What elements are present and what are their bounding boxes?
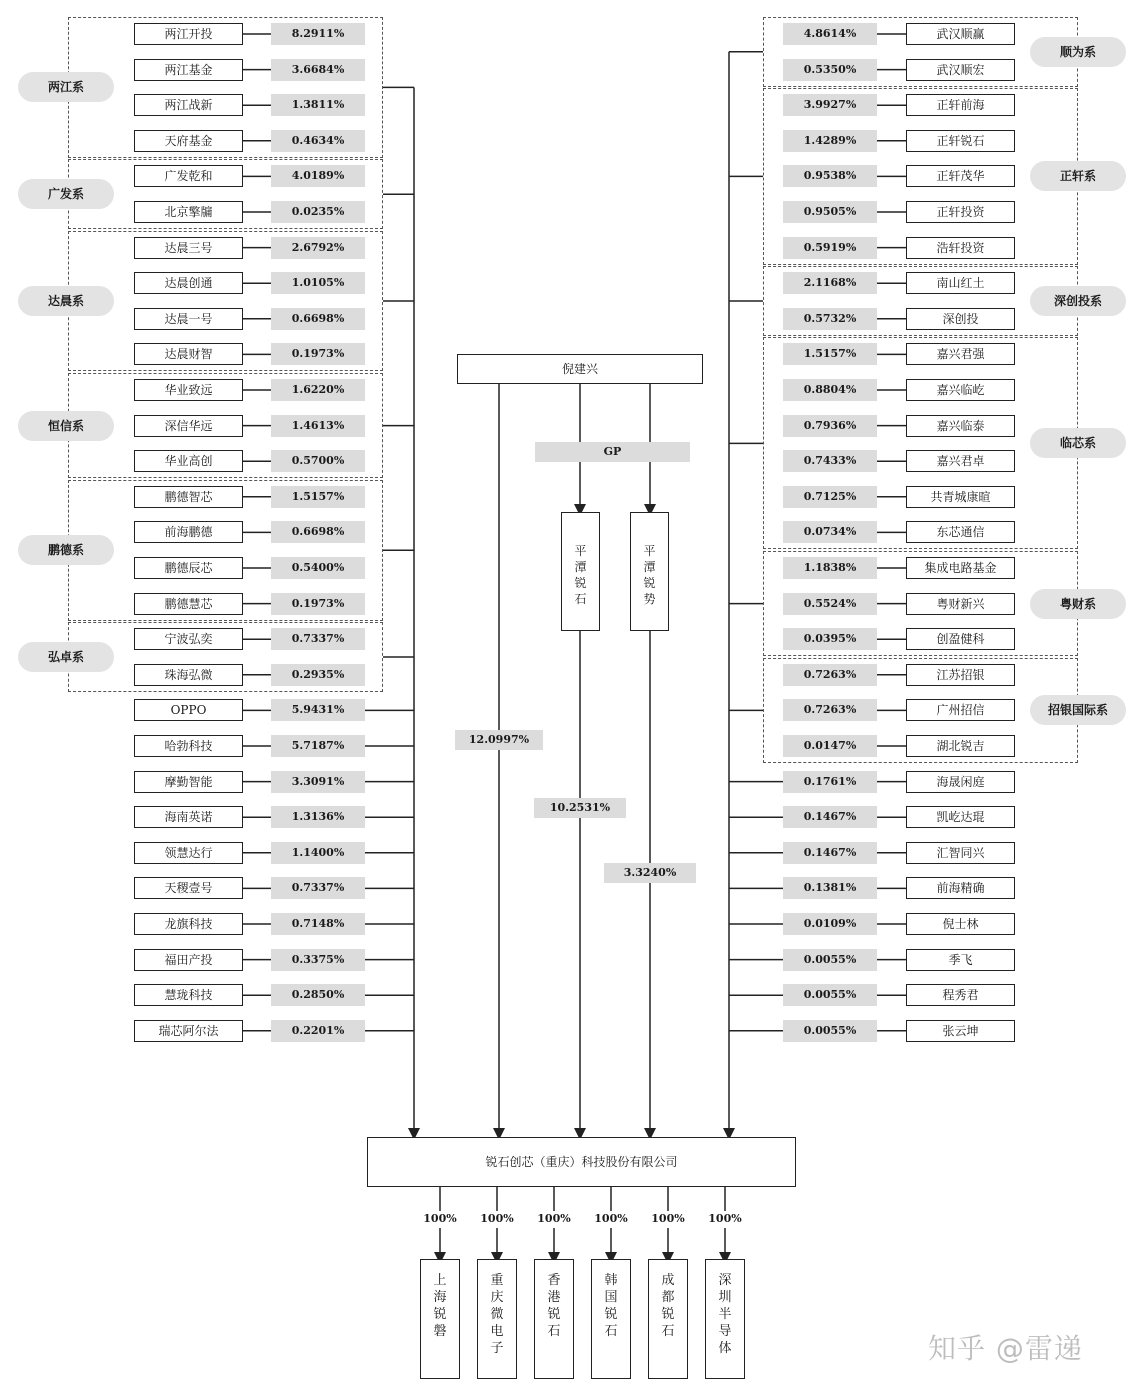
watermark: 知乎 @雷递 <box>928 1332 1083 1365</box>
shareholding-pct: 1.0105% <box>271 272 365 294</box>
group-border-0 <box>68 17 383 158</box>
shareholding-pct: 1.3811% <box>271 94 365 116</box>
shareholding-pct: 0.6698% <box>271 308 365 330</box>
group-border-3 <box>68 373 383 478</box>
entity-box: 平 潭 锐 势 <box>630 512 669 631</box>
shareholder-name: 创盈健科 <box>906 628 1015 650</box>
shareholder-name: 嘉兴临泰 <box>906 415 1015 437</box>
shareholder-name: 达晨创通 <box>134 272 243 294</box>
shareholding-pct: 0.2850% <box>271 984 365 1006</box>
shareholding-pct: 0.9505% <box>783 201 877 223</box>
shareholder-name: 鹏德慧芯 <box>134 593 243 615</box>
shareholding-pct: 0.2935% <box>271 664 365 686</box>
pct-entity2: 3.3240% <box>604 863 696 883</box>
shareholder-name: 达晨三号 <box>134 237 243 259</box>
shareholding-pct: 0.0055% <box>783 1020 877 1042</box>
shareholding-pct: 1.1838% <box>783 557 877 579</box>
shareholding-pct: 1.1400% <box>271 842 365 864</box>
shareholding-pct: 0.1973% <box>271 593 365 615</box>
shareholding-pct: 0.1467% <box>783 806 877 828</box>
shareholder-name: 嘉兴君强 <box>906 343 1015 365</box>
shareholder-name: 浩轩投资 <box>906 237 1015 259</box>
shareholder-name: 哈勃科技 <box>134 735 243 757</box>
shareholder-name: 嘉兴君卓 <box>906 450 1015 472</box>
group-border-2 <box>68 231 383 372</box>
shareholder-name: 广州招信 <box>906 699 1015 721</box>
subsidiary-box: 重 庆 微 电 子 <box>477 1259 517 1379</box>
shareholding-pct: 0.0235% <box>271 201 365 223</box>
shareholding-pct: 1.6220% <box>271 379 365 401</box>
shareholding-pct: 0.7263% <box>783 664 877 686</box>
subsidiary-pct: 100% <box>708 1212 742 1225</box>
subsidiary-box: 香 港 锐 石 <box>534 1259 574 1379</box>
shareholding-pct: 0.1761% <box>783 771 877 793</box>
shareholder-name: 华业高创 <box>134 450 243 472</box>
shareholding-pct: 0.0734% <box>783 521 877 543</box>
shareholder-name: 鹏德智芯 <box>134 486 243 508</box>
shareholding-pct: 0.7433% <box>783 450 877 472</box>
shareholder-name: 南山红土 <box>906 272 1015 294</box>
shareholding-pct: 1.5157% <box>271 486 365 508</box>
group-label: 弘卓系 <box>18 642 114 672</box>
shareholding-pct: 0.7263% <box>783 699 877 721</box>
group-label: 恒信系 <box>18 411 114 441</box>
group-label: 鹏德系 <box>18 535 114 565</box>
shareholding-pct: 0.4634% <box>271 130 365 152</box>
entity-box: 平 潭 锐 石 <box>561 512 600 631</box>
group-label: 粤财系 <box>1030 589 1126 619</box>
shareholding-pct: 0.2201% <box>271 1020 365 1042</box>
shareholder-name: 达晨一号 <box>134 308 243 330</box>
shareholder-name: OPPO <box>134 699 243 721</box>
shareholder-name: 慧珑科技 <box>134 984 243 1006</box>
pct-entity1: 10.2531% <box>534 798 626 818</box>
shareholder-name: 达晨财智 <box>134 343 243 365</box>
shareholder-name: 共青城康暄 <box>906 486 1015 508</box>
group-label: 顺为系 <box>1030 37 1126 67</box>
subsidiary-pct: 100% <box>423 1212 457 1225</box>
shareholder-name: 瑞芯阿尔法 <box>134 1020 243 1042</box>
shareholder-name: 正轩投资 <box>906 201 1015 223</box>
gp-label: GP <box>535 442 690 462</box>
shareholder-name: 正轩前海 <box>906 94 1015 116</box>
shareholder-name: 程秀君 <box>906 984 1015 1006</box>
shareholder-name: 正轩茂华 <box>906 165 1015 187</box>
shareholding-pct: 0.1381% <box>783 877 877 899</box>
shareholder-name: 福田产投 <box>134 949 243 971</box>
group-label: 招银国际系 <box>1030 695 1126 725</box>
group-label: 深创投系 <box>1030 286 1126 316</box>
shareholder-name: 宁波弘奕 <box>134 628 243 650</box>
subsidiary-box: 上 海 锐 磐 <box>420 1259 460 1379</box>
pct-direct: 12.0997% <box>455 730 543 750</box>
shareholder-name: 广发乾和 <box>134 165 243 187</box>
shareholder-name: 深创投 <box>906 308 1015 330</box>
shareholding-pct: 0.7148% <box>271 913 365 935</box>
shareholding-pct: 0.3375% <box>271 949 365 971</box>
shareholding-pct: 0.5700% <box>271 450 365 472</box>
shareholding-pct: 0.1467% <box>783 842 877 864</box>
shareholding-pct: 4.8614% <box>783 23 877 45</box>
shareholding-pct: 3.9927% <box>783 94 877 116</box>
shareholder-name: 天稷壹号 <box>134 877 243 899</box>
shareholding-pct: 0.0395% <box>783 628 877 650</box>
shareholding-pct: 0.7337% <box>271 628 365 650</box>
company-box: 锐石创芯（重庆）科技股份有限公司 <box>367 1137 796 1187</box>
shareholder-name: 前海鹏德 <box>134 521 243 543</box>
subsidiary-box: 成 都 锐 石 <box>648 1259 688 1379</box>
group-border-5 <box>68 622 383 692</box>
shareholding-pct: 0.0055% <box>783 984 877 1006</box>
shareholder-name: 鹏德辰芯 <box>134 557 243 579</box>
shareholding-pct: 1.4289% <box>783 130 877 152</box>
shareholder-name: 两江战新 <box>134 94 243 116</box>
shareholder-name: 嘉兴临屹 <box>906 379 1015 401</box>
shareholder-name: 凯屹达琨 <box>906 806 1015 828</box>
shareholding-pct: 8.2911% <box>271 23 365 45</box>
shareholding-pct: 0.5919% <box>783 237 877 259</box>
shareholding-pct: 0.5400% <box>271 557 365 579</box>
group-label: 正轩系 <box>1030 161 1126 191</box>
shareholding-pct: 0.0055% <box>783 949 877 971</box>
shareholder-name: 东芯通信 <box>906 521 1015 543</box>
group-label: 临芯系 <box>1030 428 1126 458</box>
shareholding-pct: 3.6684% <box>271 59 365 81</box>
shareholder-name: 武汉顺赢 <box>906 23 1015 45</box>
subsidiary-pct: 100% <box>480 1212 514 1225</box>
shareholding-pct: 2.1168% <box>783 272 877 294</box>
shareholding-pct: 1.4613% <box>271 415 365 437</box>
subsidiary-pct: 100% <box>594 1212 628 1225</box>
shareholding-pct: 5.9431% <box>271 699 365 721</box>
subsidiary-box: 深 圳 半 导 体 <box>705 1259 745 1379</box>
shareholder-name: 北京擎牖 <box>134 201 243 223</box>
controller-box: 倪建兴 <box>457 354 703 384</box>
subsidiary-pct: 100% <box>537 1212 571 1225</box>
shareholder-name: 前海精确 <box>906 877 1015 899</box>
shareholding-pct: 5.7187% <box>271 735 365 757</box>
subsidiary-pct: 100% <box>651 1212 685 1225</box>
shareholder-name: 倪士林 <box>906 913 1015 935</box>
shareholder-name: 摩勤智能 <box>134 771 243 793</box>
shareholding-pct: 2.6792% <box>271 237 365 259</box>
shareholder-name: 两江开投 <box>134 23 243 45</box>
group-label: 达晨系 <box>18 286 114 316</box>
shareholder-name: 海南英诺 <box>134 806 243 828</box>
shareholding-pct: 1.5157% <box>783 343 877 365</box>
shareholder-name: 张云坤 <box>906 1020 1015 1042</box>
shareholding-pct: 0.5732% <box>783 308 877 330</box>
shareholder-name: 天府基金 <box>134 130 243 152</box>
shareholder-name: 集成电路基金 <box>906 557 1015 579</box>
shareholder-name: 珠海弘微 <box>134 664 243 686</box>
group-border-1 <box>68 159 383 229</box>
shareholder-name: 季飞 <box>906 949 1015 971</box>
shareholding-pct: 1.3136% <box>271 806 365 828</box>
shareholding-pct: 0.8804% <box>783 379 877 401</box>
shareholding-pct: 4.0189% <box>271 165 365 187</box>
shareholding-pct: 0.0109% <box>783 913 877 935</box>
shareholding-pct: 0.0147% <box>783 735 877 757</box>
group-label: 广发系 <box>18 179 114 209</box>
shareholder-name: 华业致远 <box>134 379 243 401</box>
shareholder-name: 龙旗科技 <box>134 913 243 935</box>
shareholding-pct: 3.3091% <box>271 771 365 793</box>
shareholder-name: 湖北锐吉 <box>906 735 1015 757</box>
shareholder-name: 江苏招银 <box>906 664 1015 686</box>
shareholder-name: 正轩锐石 <box>906 130 1015 152</box>
shareholding-pct: 0.9538% <box>783 165 877 187</box>
shareholder-name: 武汉顺宏 <box>906 59 1015 81</box>
shareholding-pct: 0.7125% <box>783 486 877 508</box>
shareholding-pct: 0.1973% <box>271 343 365 365</box>
shareholder-name: 领慧达行 <box>134 842 243 864</box>
subsidiary-box: 韩 国 锐 石 <box>591 1259 631 1379</box>
shareholder-name: 两江基金 <box>134 59 243 81</box>
shareholder-name: 海晟闲庭 <box>906 771 1015 793</box>
shareholding-pct: 0.7936% <box>783 415 877 437</box>
shareholding-pct: 0.5524% <box>783 593 877 615</box>
shareholder-name: 深信华远 <box>134 415 243 437</box>
shareholding-pct: 0.7337% <box>271 877 365 899</box>
group-label: 两江系 <box>18 72 114 102</box>
group-border-4 <box>68 480 383 621</box>
shareholder-name: 汇智同兴 <box>906 842 1015 864</box>
shareholder-name: 粤财新兴 <box>906 593 1015 615</box>
shareholding-pct: 0.5350% <box>783 59 877 81</box>
shareholding-pct: 0.6698% <box>271 521 365 543</box>
